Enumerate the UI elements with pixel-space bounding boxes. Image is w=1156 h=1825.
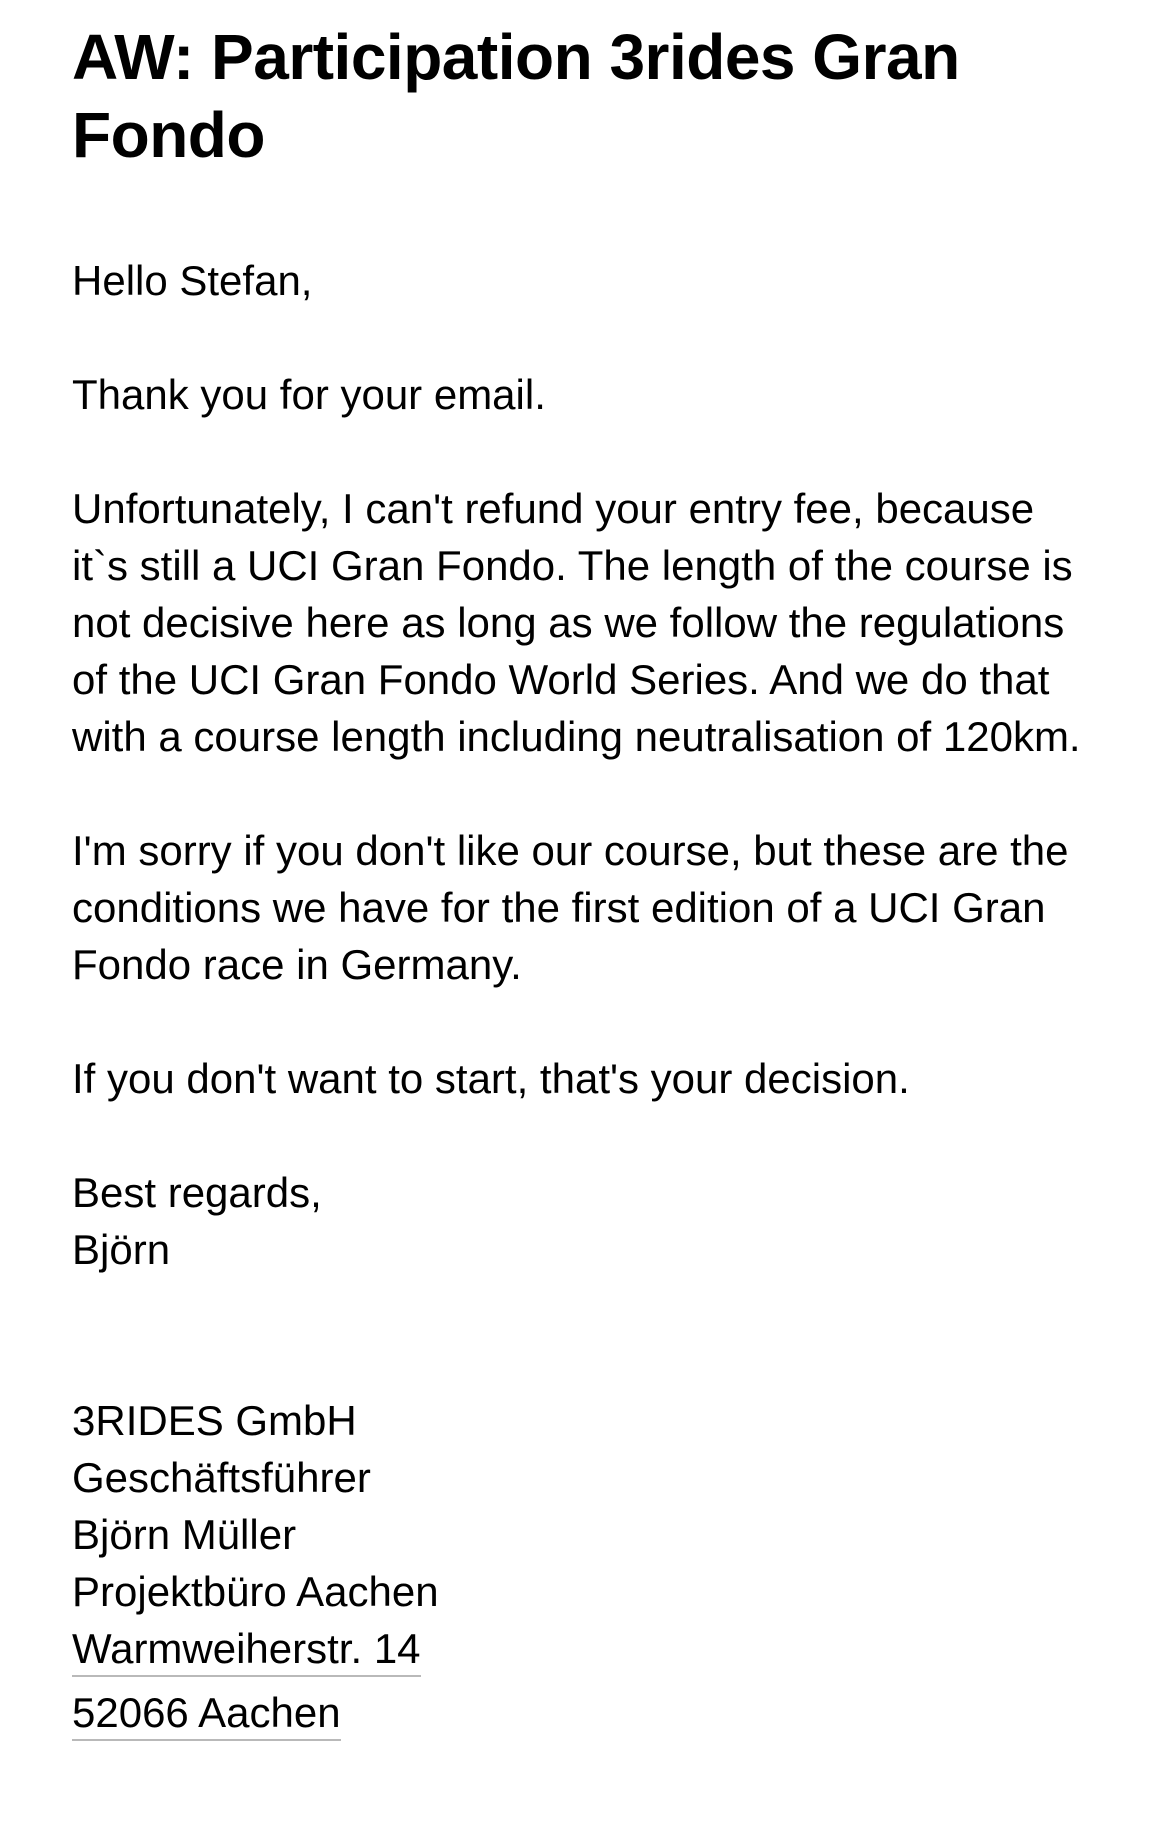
address-city-link[interactable]: 52066 Aachen [72,1688,341,1741]
closing: Best regards, [72,1169,322,1216]
signature-block [72,1392,1084,1748]
spacer [72,765,1084,822]
signature-name: Björn Müller [72,1511,297,1558]
paragraph-decision: If you don't want to start, that's your decision. [72,1055,910,1102]
email-body [72,252,1084,1748]
greeting: Hello Stefan, [72,257,313,304]
spacer [72,309,1084,366]
paragraph-thanks: Thank you for your email. [72,371,546,418]
signature-office: Projektbüro Aachen [72,1568,439,1615]
spacer [72,1278,1084,1392]
sender-first-name: Björn [72,1226,171,1273]
spacer [72,423,1084,480]
address-street-link[interactable]: Warmweiherstr. 14 [72,1624,421,1677]
spacer [72,993,1084,1050]
email-subject: AW: Participation 3rides Gran Fondo [72,21,960,171]
signature-role: Geschäftsführer [72,1454,371,1501]
spacer [72,1107,1084,1164]
signature-company: 3RIDES GmbH [72,1397,357,1444]
paragraph-refund: Unfortunately, I can't refund your entry fee, because it`s still a UCI Gran Fondo. The length of the course is not decisive here as long as we follow the regulations of the UCI Gran Fondo World Series. And we do that with a course length including neutralisation of 120km. [72,485,1081,760]
paragraph-apology: I'm sorry if you don't like our course, but these are the conditions we have for the first edition of a UCI Gran Fondo race in Germany. [72,827,1069,988]
